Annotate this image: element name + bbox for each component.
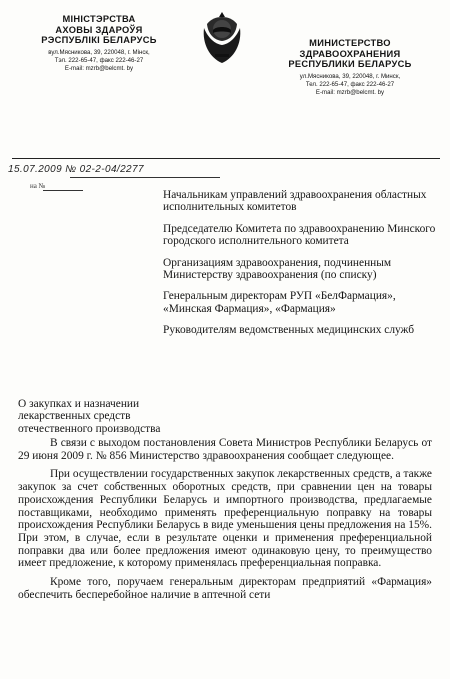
reference-underline — [70, 177, 220, 178]
phone-line: Тел. 222-65-47, факс 222-46-27 — [305, 80, 395, 88]
recipients-block — [163, 189, 445, 346]
recipient: Организациям здравоохранения, подчиненным Министерству здравоохранения (по списку) — [163, 256, 392, 282]
header-right — [262, 38, 438, 97]
org-line: МИНИСТЕРСТВО — [309, 38, 391, 48]
belarus-state-emblem-icon — [198, 10, 246, 66]
org-line: МІНІСТЭРСТВА — [62, 14, 136, 24]
header-divider — [12, 158, 440, 159]
org-name-ru — [262, 38, 438, 70]
contact-block-by — [14, 49, 184, 73]
body-paragraph: При осуществлении государственных закупок лекарственных средств, а также закупок за счет собственных оборотных средств, при сравнении цен на товары происхождения Республики Беларусь и импортного производства, предлагаемые поставщиками, необходимо применять преференциальную поправку на товары происхождения Республики Беларусь в виде уменьшения цены предложения на 15%. При этом, в случае, если в результате оценки и применения преференциальной поправки два или более предложения имеют одинаковую цену, то преимущество имеет предложение, к которому применялась преференциальная поправка. — [18, 468, 432, 570]
email-line: E-mail: mzrb@belcmt. by — [64, 64, 134, 72]
recipient: Руководителям ведомственных медицинских служб — [163, 324, 415, 337]
recipient: Генеральным директорам РУП «БелФармация», «Минская Фармация», «Фармация» — [163, 290, 396, 315]
org-line: РЭСПУБЛІКІ БЕЛАРУСЬ — [41, 35, 157, 45]
reference-number: 15.07.2009 № 02-2-04/2277 — [8, 164, 144, 175]
body-paragraph: Кроме того, поручаем генеральным директорам предприятий «Фармация» обеспечить бесперебойное наличие в аптечной сети — [18, 576, 432, 601]
phone-line: Тэл. 222-65-47, факс 222-46-27 — [54, 56, 144, 64]
body-paragraph: В связи с выходом постановления Совета Министров Республики Беларусь от 29 июня 2009 г. № 856 Министерство здравоохранения сообщает следующее. — [18, 437, 432, 462]
recipient: Начальникам управлений здравоохранения областных исполнительных комитетов — [163, 189, 427, 214]
address-line: ул.Мясникова, 39, 220048, г. Минск, — [299, 72, 401, 80]
letter-body — [18, 437, 432, 607]
address-line: вул.Мясникова, 39, 220048, г. Мінск, — [48, 48, 150, 56]
org-line: РЕСПУБЛИКИ БЕЛАРУСЬ — [288, 59, 412, 69]
letter-subject: О закупках и назначении лекарственных средств отечественного производства — [18, 398, 161, 435]
contact-block-ru — [262, 73, 438, 97]
email-line: E-mail: mzrb@belcmt. by — [315, 88, 385, 96]
org-line: АХОВЫ ЗДАРОЎЯ — [55, 24, 143, 35]
org-name-by — [14, 14, 184, 46]
reply-to-underline — [43, 190, 83, 191]
recipient: Председателю Комитета по здравоохранению Минского городского исполнительного комитета — [163, 222, 436, 248]
org-line: ЗДРАВООХРАНЕНИЯ — [299, 48, 401, 59]
reply-to-label: на № — [30, 182, 46, 190]
header-left — [14, 14, 184, 73]
